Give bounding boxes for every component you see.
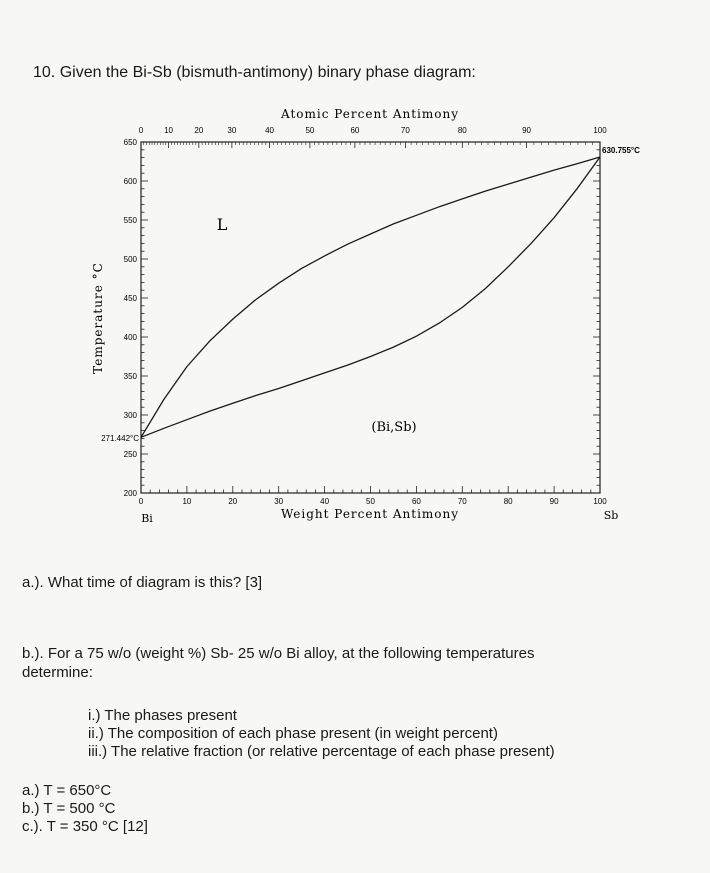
bottom-tick-label: 0	[138, 497, 144, 506]
plot-frame	[141, 142, 600, 493]
bottom-tick-label: 70	[457, 497, 467, 506]
left-tick-label: 650	[123, 138, 137, 147]
x-axis-title: Weight Percent Antimony	[280, 507, 460, 521]
top-tick-label: 90	[522, 126, 532, 135]
bottom-tick-label: 60	[411, 497, 421, 506]
top-axis-title: Atomic Percent Antimony	[281, 107, 459, 121]
top-tick-label: 0	[138, 126, 144, 135]
bottom-tick-label: 20	[228, 497, 238, 506]
left-tick-label: 250	[123, 450, 137, 459]
subpart-phases: i.) The phases present	[88, 707, 237, 724]
top-tick-label: 60	[350, 126, 360, 135]
temperature-650: a.) T = 650°C	[22, 782, 112, 799]
left-tick-label: 600	[123, 177, 137, 186]
left-tick-label: 350	[123, 372, 137, 381]
top-tick-label: 30	[227, 126, 237, 135]
left-tick-label: 400	[123, 333, 137, 342]
bottom-tick-label: 30	[274, 497, 284, 506]
left-tick-label: 200	[123, 489, 137, 498]
bottom-tick-label: 50	[366, 497, 375, 506]
bottom-tick-label: 80	[503, 497, 513, 506]
top-tick-label: 100	[593, 126, 607, 135]
left-tick-label: 550	[123, 216, 137, 225]
bottom-tick-label: 100	[593, 497, 607, 506]
question-title: 10. Given the Bi-Sb (bismuth-antimony) binary phase diagram:	[33, 64, 476, 81]
left-tick-label: 300	[123, 411, 137, 420]
top-tick-label: 80	[457, 126, 467, 135]
liquid-region-label: L	[216, 215, 228, 234]
left-tick-label: 450	[123, 294, 137, 303]
bottom-tick-label: 90	[549, 497, 559, 506]
sb-melting-point-label: 630.755°C	[602, 146, 640, 155]
top-tick-label: 10	[164, 126, 173, 135]
left-tick-label: 500	[123, 255, 137, 264]
top-tick-label: 70	[400, 126, 410, 135]
bi-element-label: Bi	[141, 512, 153, 525]
question-part-b-line1: b.). For a 75 w/o (weight %) Sb- 25 w/o Bi alloy, at the following temperatures	[22, 645, 535, 662]
liquidus-curve	[141, 157, 600, 437]
top-tick-label: 40	[265, 126, 274, 135]
question-part-a: a.). What time of diagram is this? [3]	[22, 574, 263, 591]
bottom-tick-label: 40	[320, 497, 330, 506]
sb-element-label: Sb	[603, 509, 619, 522]
bottom-tick-label: 10	[182, 497, 192, 506]
y-axis-title: Temperature °C	[91, 262, 105, 374]
subpart-fraction: iii.) The relative fraction (or relative percentage of each phase present)	[88, 743, 555, 760]
question-part-b-line2: determine:	[22, 664, 93, 681]
top-tick-label: 50	[305, 126, 315, 135]
temperature-500: b.) T = 500 °C	[22, 800, 116, 817]
solid-region-label: (Bi,Sb)	[371, 420, 417, 435]
temperature-350: c.). T = 350 °C [12]	[22, 818, 148, 835]
solidus-curve	[141, 157, 600, 437]
subpart-composition: ii.) The composition of each phase present (in weight percent)	[88, 725, 498, 742]
top-tick-label: 20	[194, 126, 204, 135]
bi-melting-point-label: 271.442°C	[101, 434, 139, 443]
